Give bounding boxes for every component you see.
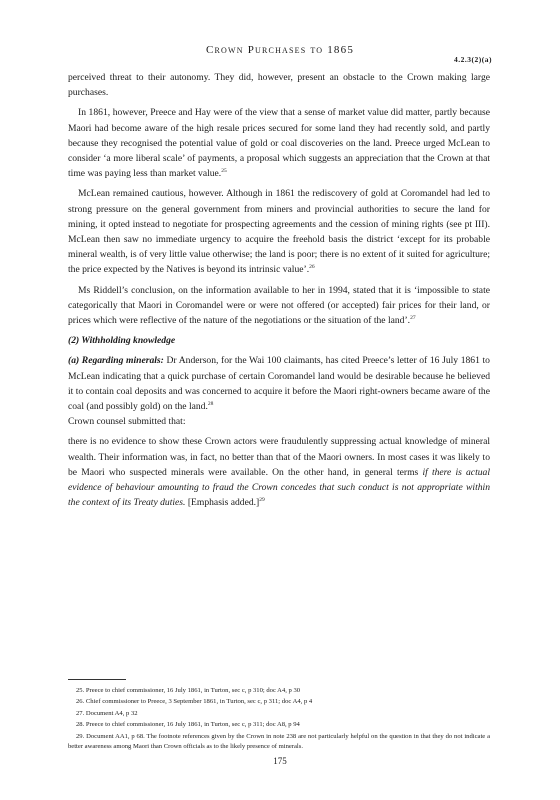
footnote-ref[interactable]: 27: [410, 315, 416, 322]
paragraph: Ms Riddell’s conclusion, on the information available to her in 1994, stated that it is ‘impossible to state categorically that Maori in Coromandel were or were not offered (or accepted) fair prices for their land, or prices which were reflective of the nature of the negotiations or the situation of the land’.$^{27}$: [68, 284, 490, 327]
footnotes: [68, 686, 490, 753]
paragraph: (a) Regarding minerals: Dr Anderson, for the Wai 100 claimants, has cited Preece’s letter of 16 July 1861 to McLean indicating that a quick purchase of certain Coromandel land would be desirable because he believed it to contain coal deposits and was concerned to acquire it before the Maori right-owners became aware of the coal (and possibly gold) on the land.$^{28}$ Crown counsel submitted that:: [68, 355, 490, 428]
footnote: 28. Preece to chief commissioner, 16 July 1861, in Turton, sec c, p 311; doc A8, p 94: [76, 721, 300, 729]
block-quote: there is no evidence to show these Crown actors were fraudulently suppressing actual knowledge of mineral wealth. Their information was, in fact, no better than that of the Maori owners. In most cases it was likely to be Maori who suspected minerals were available. On the other hand, in general terms if there is actual evidence of behaviour amounting to fraud the Crown concedes that such conduct is not appropriate within the context of its Treaty duties. [Emphasis added.]$^{29}$: [68, 436, 490, 509]
page-number: 175: [273, 756, 287, 766]
section-subheading: (2) Withholding knowledge: [68, 335, 176, 347]
footnote-ref[interactable]: 26: [309, 264, 315, 271]
paragraph: In 1861, however, Preece and Hay were of the view that a sense of market value did matter, partly because Maori had become aware of the high resale prices secured for some land they had recently sold, and partly because they recognised the potential value of gold or coal discoveries on the land. Preece urged McLean to consider ‘a more liberal scale’ of payments, a proposal which suggests an appreciation that the Crown at that time was paying less than market value.$^{25}$: [68, 107, 490, 180]
footnote-ref[interactable]: 25: [221, 168, 227, 175]
section-reference: 4.2.3(2)(a): [454, 55, 492, 64]
paragraph: McLean remained cautious, however. Although in 1861 the rediscovery of gold at Coromandel had led to strong pressure on the general government from miners and provincial authorities to secure the land for mining, it opted instead to negotiate for prospecting agreements and the cession of mining rights (see pt III). McLean then saw no immediate urgency to acquire the freehold basis the district ‘except for its probable mineral wealth, is of very little value otherwise; the land is poor; there is no extent of it suited for agriculture; the price expected by the Natives is beyond its intrinsic value’.$^{26}$: [68, 188, 490, 276]
footnote-divider: [68, 679, 126, 680]
paragraph: perceived threat to their autonomy. They did, however, present an obstacle to the Crown making large purchases.: [68, 72, 490, 99]
footnote: 26. Chief commissioner to Preece, 3 September 1861, in Turton, sec c, p 311; doc A4, p 4: [76, 698, 313, 706]
emphasis: if there is actual evidence of behaviour amounting to fraud the Crown concedes that such conduct is not appropriate within the context of its Treaty duties.: [68, 466, 490, 509]
footnote: 27. Document A4, p 32: [76, 709, 138, 717]
footnote-ref[interactable]: 28: [207, 401, 214, 408]
running-head: Crown Purchases to 1865: [205, 44, 355, 56]
runin-heading: (a) Regarding minerals:: [68, 355, 164, 367]
footnote: 29. Document AA1, p 68. The footnote references given by the Crown in note 238 are not particularly helpful on the question in that they do not indicate a better awareness among Maori than Crown officials as to the likely presence of minerals.: [68, 732, 490, 751]
body-text: [68, 70, 490, 515]
footnote: 25. Preece to chief commissioner, 16 July 1861, in Turton, sec c, p 310; doc A4, p 30: [76, 687, 301, 694]
footnote-ref[interactable]: 29: [259, 497, 265, 504]
